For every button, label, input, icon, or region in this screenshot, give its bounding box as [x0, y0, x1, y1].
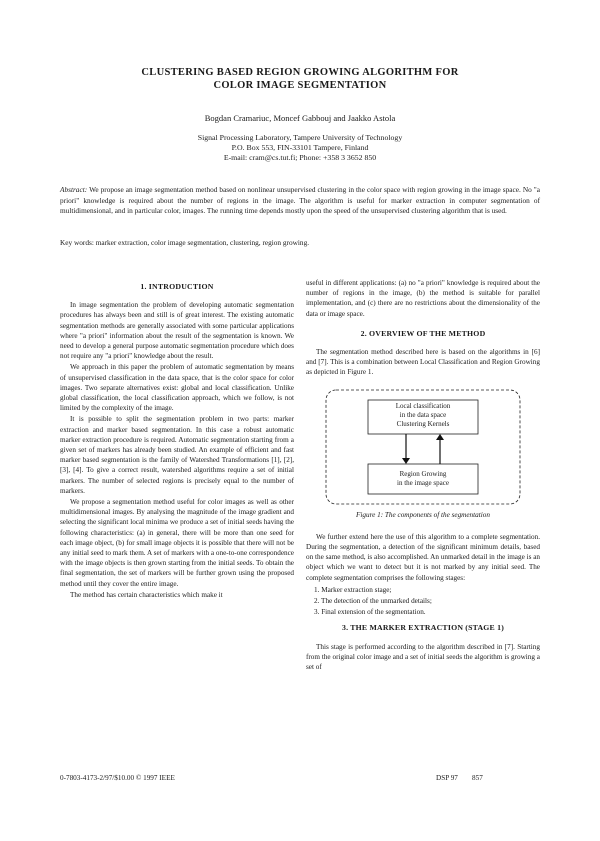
overview-paragraph: The segmentation method described here is based on the algorithms in [6] and [7]. This is a combination between Local Classification and Region Growing as depicted in Figure 1. — [306, 348, 540, 377]
figure-box2-line-1: Region Growing — [399, 469, 447, 478]
stages-list-item: 3. Final extension of the segmentation. — [314, 608, 426, 617]
abstract-label: Abstract: — [60, 185, 88, 194]
section-heading-marker-extraction: 3. THE MARKER EXTRACTION (STAGE 1) — [341, 623, 505, 633]
title-line-2: COLOR IMAGE SEGMENTATION — [213, 80, 387, 91]
affiliation-line-3: E-mail: cram@cs.tut.fi; Phone: +358 3 3652 850 — [223, 153, 377, 162]
footer-conference: DSP 97 — [436, 774, 458, 782]
keywords-text: marker extraction, color image segmentation, clustering, region growing. — [95, 238, 310, 247]
figure-1-diagram — [306, 386, 540, 508]
stages-list-item: 1. Marker extraction stage; — [314, 585, 392, 594]
right-column — [306, 278, 540, 673]
abstract-text: We propose an image segmentation method based on nonlinear unsupervised clustering in the color space with region growing in the image space. No "a priori" knowledge is required about the number of regions in the image. The algorithm is useful for marker extraction in computer segmentation of multidimensional, and in particular color, images. The running time depends mostly upon the speed of the unsupervised clustering algorithm that is used. — [60, 185, 540, 216]
affiliation-line-2: P.O. Box 553, FIN-33101 Tampere, Finland — [231, 143, 369, 152]
intro-paragraph-4: We propose a segmentation method useful for color images as well as other multidimensional images. By analysing the magnitude of the image gradient and selecting the significant local minima we produce a set of initial seeds having the following characteristics: (a) in general, there will be more than one seed for each image object, (b) for small image objects it is possible that there will not be any initial seed to mark them. A set of markers with a one-to-one correspondence with the image objects is then grown starting from the initial seeds. To obtain the final segmentation, the set of markers will be further grown using the proposed method until they cover the entire image. — [60, 498, 294, 588]
affiliation-line-1: Signal Processing Laboratory, Tampere University of Technology — [197, 133, 403, 142]
paper-title — [60, 66, 540, 92]
keywords-label: Key words: — [60, 238, 94, 247]
intro-continued-paragraph: useful in different applications: (a) no "a priori" knowledge is required about the number of regions in the image, (b) the method is suitable for parallel implementation, and (c) there are no restrictions about the dimensionality of the data or image space. — [306, 279, 540, 318]
figure-1-caption: Figure 1: The components of the segmentation — [356, 510, 490, 519]
figure-box1-line-1: Local classification — [395, 401, 451, 410]
intro-paragraph-5: The method has certain characteristics which make it — [70, 590, 223, 599]
stages-list — [314, 585, 540, 618]
footer-isbn: 0-7803-4173-2/97/$10.00 © 1997 IEEE — [60, 774, 175, 782]
section-heading-introduction: 1. INTRODUCTION — [140, 282, 214, 291]
intro-paragraph-2: We approach in this paper the problem of automatic segmentation by means of unsupervised classification in the data space, that is the color space for color images. Two separate alternatives exist: global and local classification. Unlike global classification, the local classification approach, which we follow, is not limited by the complexity of the image. — [60, 363, 294, 413]
figure-box2-line-2: in the image space — [397, 478, 449, 487]
intro-paragraph-3: It is possible to split the segmentation problem in two parts: marker extraction and marker based segmentation. In this case a robust automatic marker extraction procedure is required. Automatic segmentation starting from a given set of markers has already been studied. An example of efficient and fast marker based segmentation is the family of Watershed Transformations [1], [2], [3], [4]. To give a correct result, watershed algorithms require a set of initial markers. The number of selected regions is precisely equal to the number of markers. — [60, 415, 294, 495]
authors: Bogdan Cramariuc, Moncef Gabbouj and Jaakko Astola — [204, 113, 396, 123]
figure-box-classification-label — [368, 402, 478, 429]
stage1-paragraph: This stage is performed according to the algorithm described in [7]. Starting from the original color image and a set of initial seeds the algorithm is growing a set of — [306, 642, 540, 672]
left-column — [60, 278, 294, 601]
keywords — [60, 238, 540, 248]
abstract — [60, 185, 540, 217]
title-line-1: CLUSTERING BASED REGION GROWING ALGORITHM FOR — [141, 67, 459, 78]
intro-paragraph-1: In image segmentation the problem of developing automatic segmentation procedures has always been and still is of great interest. The existing automatic segmentation methods are generally associated with some particular applications where "a priori" information about the result of the segmentation is known. We need to develop a general purpose automatic segmentation procedure which does not require any "a priori" knowledge about the result. — [60, 301, 294, 361]
figure-arrow-down-head — [402, 458, 410, 464]
figure-box1-line-3: Clustering Kernels — [396, 419, 450, 428]
figure-box1-line-2: in the data space — [399, 410, 447, 419]
section-heading-overview: 2. OVERVIEW OF THE METHOD — [360, 328, 486, 338]
footer-page-number: 857 — [472, 774, 483, 782]
affiliation — [60, 133, 540, 163]
figure-box-region-growing-label — [368, 470, 478, 488]
figure-arrow-up-head — [436, 434, 444, 440]
further-paragraph: We further extend here the use of this algorithm to a complete segmentation. During the segmentation, a detection of the significant minimum details, based on the same method, is also accomplished. An unmarked detail in the image is an object which we want to detect but it is not marked by any initial seed. The complete segmentation comprises the following stages: — [306, 532, 540, 582]
stages-list-item: 2. The detection of the unmarked details; — [314, 597, 432, 606]
